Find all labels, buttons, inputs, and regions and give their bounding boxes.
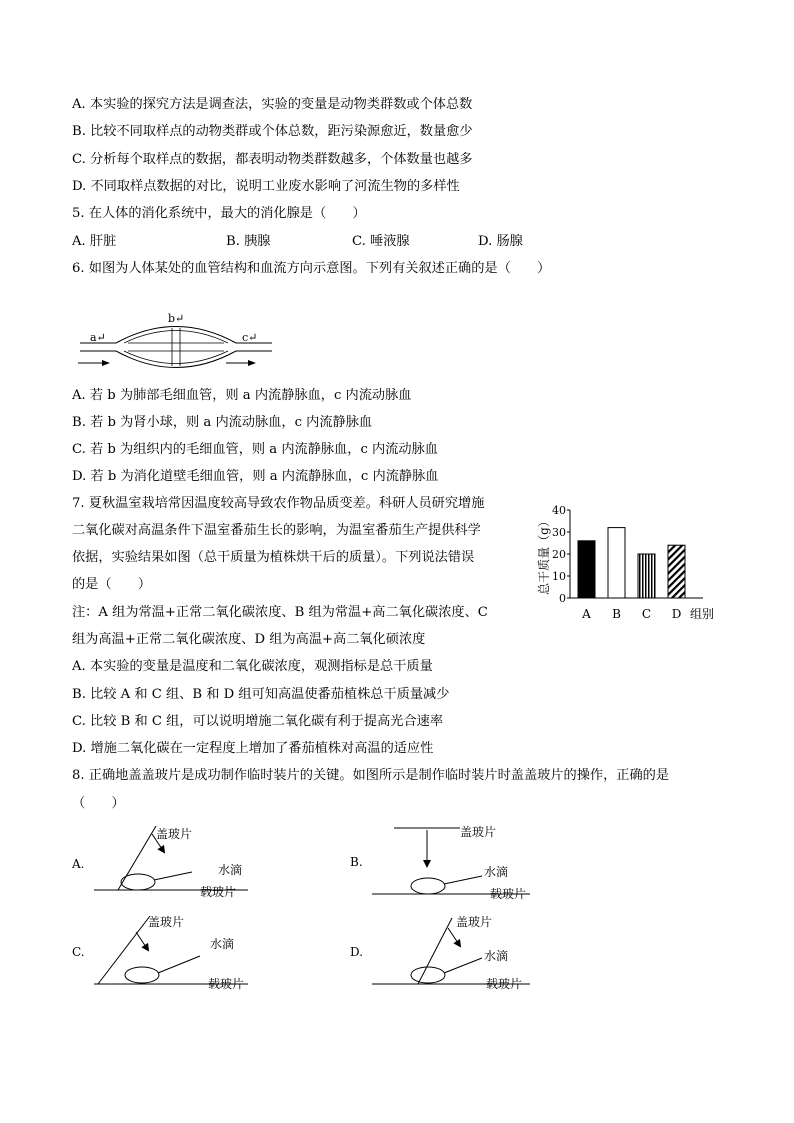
q8-d-slide-label: 载玻片 — [486, 977, 523, 991]
y-tick-label: 30 — [552, 526, 566, 539]
q7-option-c: C. 比较 B 和 C 组，可以说明增施二氧化碳有利于提高光合速率 — [72, 714, 444, 729]
x-tick-label: C — [641, 607, 652, 621]
q7-option-a: A. 本实验的变量是温度和二氧化碳浓度，观测指标是总干质量 — [72, 659, 433, 674]
y-tick-label: 10 — [552, 570, 566, 583]
q8-a-slide-label: 载玻片 — [200, 885, 237, 899]
q8-c-slide-label: 载玻片 — [208, 977, 245, 991]
q4-option-c: C. 分析每个取样点的数据，都表明动物类群数越多，个体数量也越多 — [72, 152, 473, 167]
q6-option-b: B. 若 b 为肾小球，则 a 内流动脉血，c 内流静脉血 — [72, 415, 373, 430]
q6-option-d: D. 若 b 为消化道壁毛细血管，则 a 内流静脉血，c 内流静脉血 — [72, 469, 439, 484]
q7-stem-line4: 的是（ ） — [72, 577, 152, 592]
q8-label-c: C. — [72, 945, 85, 959]
q7-stem-line1: 7. 夏秋温室栽培常因温度较高导致农作物品质变差。科研人员研究增施 — [72, 496, 485, 511]
q7-note-line2: 组为高温+正常二氧化碳浓度、D 组为高温+高二氧化硕浓度 — [72, 632, 426, 647]
q8-d-drop-label: 水滴 — [484, 949, 509, 963]
q8-stem-line2: （ ） — [72, 796, 125, 811]
vessel-label-a: a↵ — [90, 331, 106, 344]
bar-b — [608, 528, 625, 598]
q8-c-cover-label: 盖玻片 — [148, 915, 185, 929]
q8-c-drop-label: 水滴 — [210, 937, 235, 951]
q8-a-cover-label: 盖玻片 — [156, 827, 193, 841]
x-tick-label: D — [671, 607, 682, 621]
bar-c — [638, 554, 655, 598]
x-tick-label: A — [582, 607, 591, 621]
x-tick-label: B — [612, 607, 621, 621]
bar-a — [578, 541, 595, 598]
q7-option-b: B. 比较 A 和 C 组、B 和 D 组可知高温使番茄植株总干质量减少 — [72, 687, 450, 702]
blood-vessel-diagram — [76, 310, 276, 370]
q6-option-c: C. 若 b 为组织内的毛细血管，则 a 内流静脉血，c 内流动脉血 — [72, 442, 438, 457]
q8-b-slide-label: 载玻片 — [490, 887, 527, 901]
q8-label-d: D. — [350, 945, 364, 959]
q4-option-d: D. 不同取样点数据的对比，说明工业废水影响了河流生物的多样性 — [72, 179, 460, 194]
q5-stem: 5. 在人体的消化系统中，最大的消化腺是（ ） — [72, 206, 366, 221]
q8-d-cover-label: 盖玻片 — [456, 915, 493, 929]
vessel-label-b: b↵ — [168, 312, 185, 325]
y-tick-label: 40 — [552, 504, 566, 517]
vessel-label-c: c↵ — [242, 331, 258, 344]
q8-a-drop-label: 水滴 — [218, 863, 243, 877]
q6-option-a: A. 若 b 为肺部毛细血管，则 a 内流静脉血，c 内流动脉血 — [72, 388, 412, 403]
q5-option-b: B. 胰腺 — [226, 234, 271, 249]
q8-stem-line1: 8. 正确地盖盖玻片是成功制作临时装片的关键。如图所示是制作临时装片时盖盖玻片的操作，正确的是 — [72, 768, 670, 783]
q4-option-a: A. 本实验的探究方法是调查法，实验的变量是动物类群数或个体总数 — [72, 97, 473, 112]
q4-option-b: B. 比较不同取样点的动物类群或个体总数，距污染源愈近，数量愈少 — [72, 124, 473, 139]
q8-label-b: B. — [350, 855, 363, 869]
q8-b-cover-label: 盖玻片 — [460, 825, 497, 839]
q7-option-d: D. 增施二氧化碳在一定程度上增加了番茄植株对高温的适应性 — [72, 741, 434, 756]
coverslip-diagrams — [60, 818, 620, 998]
q7-note-line1: 注：A 组为常温+正常二氧化碳浓度、B 组为常温+高二氧化碳浓度、C — [72, 605, 488, 620]
q8-b-drop-label: 水滴 — [484, 865, 509, 879]
q7-stem-line2: 二氧化碳对高温条件下温室番茄生长的影响，为温室番茄生产提供科学 — [72, 523, 481, 538]
chart-ylabel: 总干质量（g） — [537, 515, 551, 595]
q6-stem: 6. 如图为人体某处的血管结构和血流方向示意图。下列有关叙述正确的是（ ） — [72, 261, 551, 276]
q8-label-a: A. — [72, 857, 85, 871]
dry-mass-bar-chart — [528, 500, 728, 624]
bar-d — [668, 545, 685, 598]
q5-option-d: D. 肠腺 — [478, 234, 523, 249]
q5-option-c: C. 唾液腺 — [352, 234, 410, 249]
q5-option-a: A. 肝脏 — [72, 234, 117, 249]
q7-stem-line3: 依据，实验结果如图（总干质量为植株烘干后的质量）。下列说法错误 — [72, 550, 475, 565]
y-tick-label: 0 — [559, 592, 566, 605]
y-tick-label: 20 — [552, 548, 566, 561]
chart-xlabel: 组别 — [690, 607, 715, 621]
